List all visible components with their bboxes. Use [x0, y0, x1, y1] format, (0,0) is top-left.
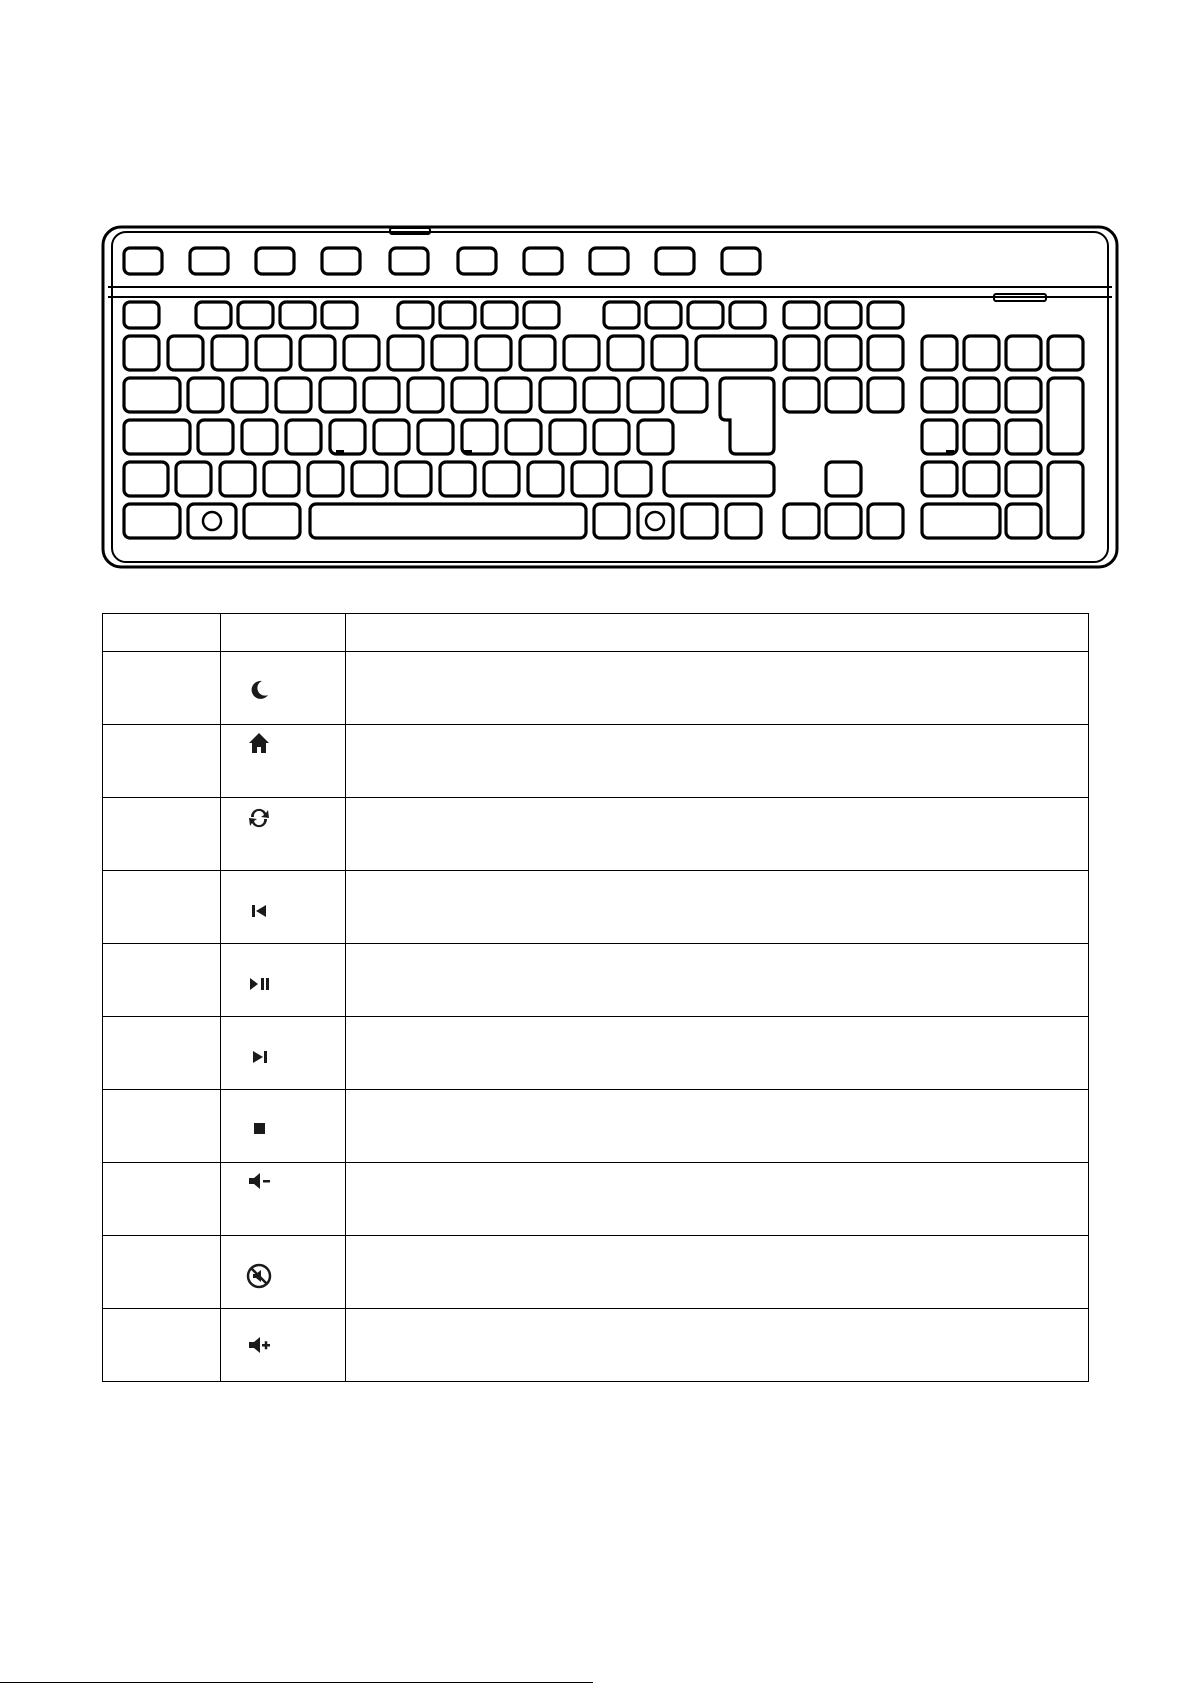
function-key	[826, 302, 861, 328]
function-key	[124, 302, 159, 328]
letter-key	[308, 462, 343, 496]
row-description-cell	[346, 1236, 1089, 1309]
numpad-key	[964, 462, 999, 496]
number-row-key	[168, 336, 203, 370]
letter-key	[528, 462, 563, 496]
row-icon-cell	[221, 652, 346, 725]
table-row	[103, 1090, 1089, 1163]
function-key	[646, 302, 681, 328]
header-key	[103, 614, 221, 652]
letter-key	[374, 420, 409, 454]
nav-key	[868, 336, 903, 370]
letter-key	[440, 462, 475, 496]
function-key	[322, 302, 357, 328]
numpad-key	[922, 378, 957, 412]
nav-key	[784, 336, 819, 370]
letter-key	[462, 420, 497, 454]
number-row-key	[344, 336, 379, 370]
row-icon-cell	[221, 1236, 346, 1309]
letter-key	[484, 462, 519, 496]
letter-key	[408, 378, 443, 412]
windows-key	[188, 504, 236, 538]
letter-key	[176, 462, 211, 496]
tab-key	[124, 378, 180, 412]
numpad-key	[964, 378, 999, 412]
letter-key	[364, 378, 399, 412]
numpad-enter-key	[1048, 462, 1083, 538]
function-key	[398, 302, 433, 328]
function-key	[280, 302, 315, 328]
row-key-cell	[103, 1163, 221, 1236]
row-key-cell	[103, 944, 221, 1017]
numpad-key	[964, 420, 999, 454]
function-key	[524, 302, 559, 328]
letter-key	[220, 462, 255, 496]
home-row-bump	[946, 450, 954, 453]
right-alt-key	[594, 504, 629, 538]
numpad-key	[922, 420, 957, 454]
letter-key	[396, 462, 431, 496]
letter-key	[540, 378, 575, 412]
numpad-plus-key	[1048, 378, 1083, 454]
hotkey-key	[590, 248, 628, 274]
letter-key	[616, 462, 651, 496]
function-key	[196, 302, 231, 328]
hotkey-key	[190, 248, 228, 274]
numpad-key	[1006, 420, 1041, 454]
number-row-key	[388, 336, 423, 370]
letter-key	[188, 378, 223, 412]
numpad-zero-key	[922, 504, 1000, 538]
row-icon-cell	[221, 725, 346, 798]
left-shift-key	[124, 462, 168, 496]
table-row	[103, 944, 1089, 1017]
letter-key	[418, 420, 453, 454]
letter-key	[352, 462, 387, 496]
number-row-key	[520, 336, 555, 370]
hotkey-key	[524, 248, 562, 274]
row-description-cell	[346, 1163, 1089, 1236]
table-row	[103, 1309, 1089, 1382]
letter-key	[506, 420, 541, 454]
numpad-dot-key	[1006, 504, 1041, 538]
row-icon-cell	[221, 944, 346, 1017]
row-key-cell	[103, 1309, 221, 1382]
hotkey-table-body	[103, 614, 1089, 1382]
hotkey-table	[102, 613, 1089, 1382]
letter-key	[594, 420, 629, 454]
letter-key	[496, 378, 531, 412]
hotkey-key	[390, 248, 428, 274]
row-description-cell	[346, 652, 1089, 725]
row-icon-cell	[221, 871, 346, 944]
hotkey-key	[124, 248, 162, 274]
arrow-key	[784, 504, 819, 538]
letter-key	[572, 462, 607, 496]
numpad-key	[1006, 336, 1041, 370]
number-row-key	[212, 336, 247, 370]
function-key	[440, 302, 475, 328]
number-row-key	[124, 336, 159, 370]
arrow-up-key	[826, 462, 861, 496]
next-track-icon	[245, 1043, 273, 1071]
row-description-cell	[346, 725, 1089, 798]
row-icon-cell	[221, 1017, 346, 1090]
table-row	[103, 1236, 1089, 1309]
letter-key	[232, 378, 267, 412]
space-bar	[310, 504, 586, 538]
number-row-key	[652, 336, 687, 370]
nav-key	[784, 378, 819, 412]
row-key-cell	[103, 1236, 221, 1309]
table-header-row	[103, 614, 1089, 652]
row-key-cell	[103, 725, 221, 798]
header-description	[346, 614, 1089, 652]
stop-icon	[245, 1114, 273, 1142]
row-key-cell	[103, 1090, 221, 1163]
letter-key	[638, 420, 673, 454]
home-icon	[245, 729, 273, 757]
letter-key	[242, 420, 277, 454]
number-row-key	[432, 336, 467, 370]
left-ctrl-key	[124, 504, 180, 538]
row-key-cell	[103, 871, 221, 944]
home-row-bump	[336, 450, 344, 453]
refresh-icon	[245, 804, 273, 832]
numpad-key	[922, 462, 957, 496]
row-description-cell	[346, 1090, 1089, 1163]
letter-key	[550, 420, 585, 454]
number-row-key	[564, 336, 599, 370]
row-icon-cell	[221, 1309, 346, 1382]
nav-key	[868, 378, 903, 412]
row-key-cell	[103, 1017, 221, 1090]
home-row-bump	[464, 450, 472, 453]
number-row-key	[256, 336, 291, 370]
menu-key	[682, 504, 717, 538]
function-key	[784, 302, 819, 328]
number-row-key	[300, 336, 335, 370]
row-description-cell	[346, 798, 1089, 871]
header-icon	[221, 614, 346, 652]
hotkey-key	[458, 248, 496, 274]
keyboard-outline	[100, 222, 1120, 572]
row-description-cell	[346, 1309, 1089, 1382]
arrow-key	[868, 504, 903, 538]
letter-key	[672, 378, 707, 412]
table-row	[103, 798, 1089, 871]
numpad-key	[922, 336, 957, 370]
row-description-cell	[346, 1017, 1089, 1090]
function-key	[868, 302, 903, 328]
numpad-key	[964, 336, 999, 370]
letter-key	[276, 378, 311, 412]
right-ctrl-key	[726, 504, 761, 538]
volume-up-icon	[245, 1331, 273, 1359]
row-icon-cell	[221, 1090, 346, 1163]
row-icon-cell	[221, 798, 346, 871]
function-key	[730, 302, 765, 328]
hotkey-key	[256, 248, 294, 274]
row-description-cell	[346, 944, 1089, 1017]
previous-track-icon	[245, 897, 273, 925]
letter-key	[286, 420, 321, 454]
volume-down-icon	[245, 1167, 273, 1195]
hotkey-key	[656, 248, 694, 274]
numpad-key	[1006, 462, 1041, 496]
function-key	[482, 302, 517, 328]
function-key	[688, 302, 723, 328]
letter-key	[584, 378, 619, 412]
backspace-key	[696, 336, 776, 370]
row-key-cell	[103, 798, 221, 871]
numpad-key	[1048, 336, 1083, 370]
row-icon-cell	[221, 1163, 346, 1236]
letter-key	[264, 462, 299, 496]
letter-key	[452, 378, 487, 412]
number-row-key	[608, 336, 643, 370]
letter-key	[330, 420, 365, 454]
mute-icon	[245, 1262, 273, 1290]
caps-lock-key	[124, 420, 190, 454]
hotkey-key	[322, 248, 360, 274]
hotkey-key	[722, 248, 760, 274]
table-row	[103, 1017, 1089, 1090]
left-alt-key	[244, 504, 300, 538]
table-row	[103, 652, 1089, 725]
table-row	[103, 871, 1089, 944]
number-row-key	[476, 336, 511, 370]
table-row	[103, 1163, 1089, 1236]
function-key	[604, 302, 639, 328]
letter-key	[320, 378, 355, 412]
row-key-cell	[103, 652, 221, 725]
arrow-key	[826, 504, 861, 538]
sleep-moon-icon	[245, 676, 273, 704]
table-row	[103, 725, 1089, 798]
keyboard-diagram	[100, 222, 1120, 572]
nav-key	[826, 336, 861, 370]
nav-key	[826, 378, 861, 412]
letter-key	[628, 378, 663, 412]
function-key	[238, 302, 273, 328]
right-shift-key	[664, 462, 774, 496]
footnote-rule	[0, 1682, 593, 1683]
row-description-cell	[346, 871, 1089, 944]
letter-key	[198, 420, 233, 454]
play-pause-icon	[245, 970, 273, 998]
numpad-key	[1006, 378, 1041, 412]
fn-key	[638, 504, 673, 538]
